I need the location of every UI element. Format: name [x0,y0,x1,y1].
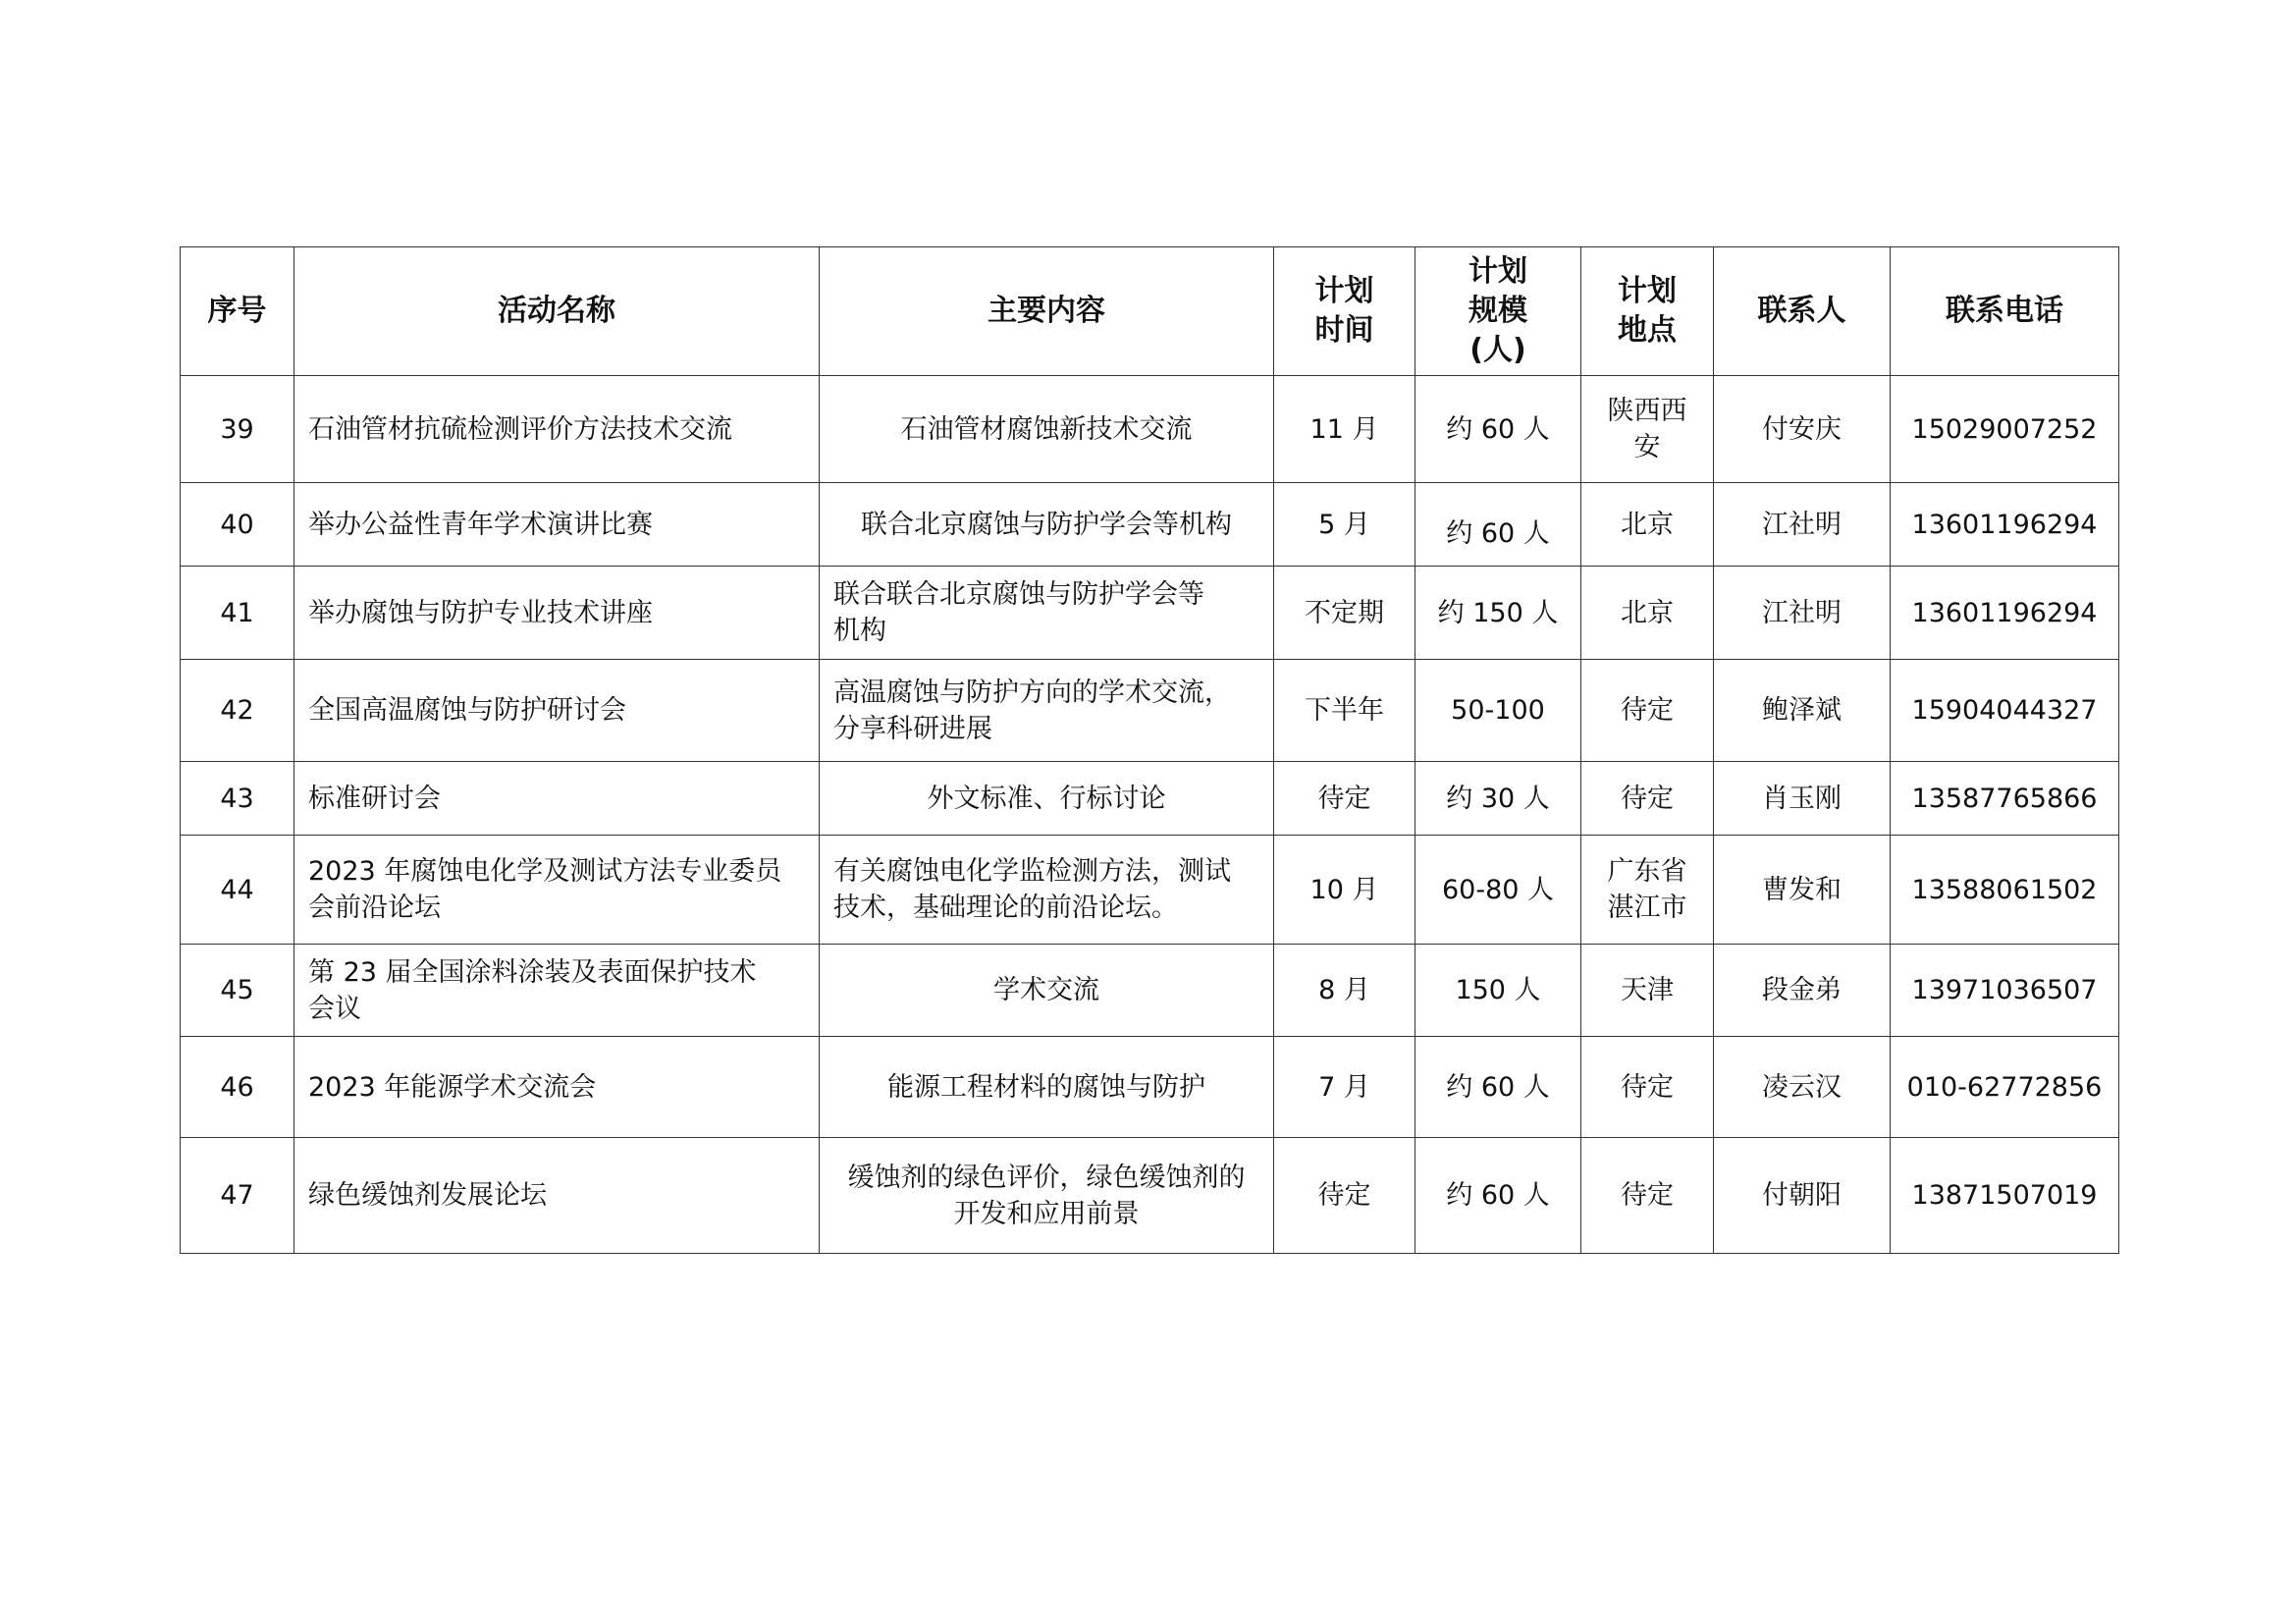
cell-planned-time: 5 月 [1274,483,1415,567]
header-contact-phone: 联系电话 [1891,247,2119,376]
cell-contact-person: 付安庆 [1714,376,1891,483]
header-seq: 序号 [181,247,294,376]
table-row [181,1037,2119,1138]
cell-activity-name: 举办腐蚀与防护专业技术讲座 [294,567,820,660]
cell-planned-scale: 约 60 人 [1415,483,1581,567]
cell-activity-name: 标准研讨会 [294,762,820,836]
cell-contact-phone: 13601196294 [1891,483,2119,567]
cell-contact-person: 江社明 [1714,483,1891,567]
cell-planned-scale: 约 60 人 [1415,376,1581,483]
header-planned-place: 计划 地点 [1581,247,1714,376]
table-row [181,762,2119,836]
cell-contact-person: 付朝阳 [1714,1138,1891,1254]
cell-planned-place: 北京 [1581,483,1714,567]
header-main-content: 主要内容 [820,247,1274,376]
header-planned-scale: 计划 规模 (人) [1415,247,1581,376]
table-row [181,567,2119,660]
cell-planned-time: 7 月 [1274,1037,1415,1138]
cell-planned-scale: 约 60 人 [1415,1138,1581,1254]
cell-planned-place: 待定 [1581,660,1714,762]
cell-contact-phone: 13971036507 [1891,945,2119,1037]
cell-seq: 45 [181,945,294,1037]
cell-seq: 46 [181,1037,294,1138]
activity-plan-table [180,246,2119,1254]
cell-contact-person: 段金弟 [1714,945,1891,1037]
cell-planned-time: 8 月 [1274,945,1415,1037]
cell-main-content: 联合联合北京腐蚀与防护学会等 机构 [820,567,1274,660]
cell-activity-name: 第 23 届全国涂料涂装及表面保护技术 会议 [294,945,820,1037]
cell-contact-person: 肖玉刚 [1714,762,1891,836]
cell-activity-name: 石油管材抗硫检测评价方法技术交流 [294,376,820,483]
cell-contact-person: 鲍泽斌 [1714,660,1891,762]
cell-planned-time: 11 月 [1274,376,1415,483]
cell-seq: 42 [181,660,294,762]
cell-activity-name: 绿色缓蚀剂发展论坛 [294,1138,820,1254]
cell-main-content: 联合北京腐蚀与防护学会等机构 [820,483,1274,567]
cell-contact-phone: 010-62772856 [1891,1037,2119,1138]
cell-contact-phone: 15029007252 [1891,376,2119,483]
cell-planned-place: 广东省 湛江市 [1581,836,1714,945]
cell-planned-scale: 约 60 人 [1415,1037,1581,1138]
header-activity-name: 活动名称 [294,247,820,376]
cell-activity-name: 全国高温腐蚀与防护研讨会 [294,660,820,762]
table-row [181,1138,2119,1254]
cell-seq: 39 [181,376,294,483]
cell-planned-time: 待定 [1274,762,1415,836]
header-planned-time: 计划 时间 [1274,247,1415,376]
table-header-row [181,247,2119,376]
cell-planned-time: 下半年 [1274,660,1415,762]
cell-planned-place: 天津 [1581,945,1714,1037]
cell-planned-place: 待定 [1581,1138,1714,1254]
cell-activity-name: 举办公益性青年学术演讲比赛 [294,483,820,567]
cell-planned-scale: 约 150 人 [1415,567,1581,660]
cell-seq: 47 [181,1138,294,1254]
cell-main-content: 能源工程材料的腐蚀与防护 [820,1037,1274,1138]
cell-contact-person: 凌云汉 [1714,1037,1891,1138]
table-row [181,660,2119,762]
cell-contact-phone: 13587765866 [1891,762,2119,836]
cell-main-content: 高温腐蚀与防护方向的学术交流， 分享科研进展 [820,660,1274,762]
cell-main-content: 缓蚀剂的绿色评价，绿色缓蚀剂的 开发和应用前景 [820,1138,1274,1254]
cell-planned-time: 10 月 [1274,836,1415,945]
cell-seq: 40 [181,483,294,567]
cell-main-content: 石油管材腐蚀新技术交流 [820,376,1274,483]
cell-contact-phone: 13871507019 [1891,1138,2119,1254]
cell-contact-phone: 13601196294 [1891,567,2119,660]
cell-main-content: 学术交流 [820,945,1274,1037]
cell-contact-person: 曹发和 [1714,836,1891,945]
cell-planned-time: 待定 [1274,1138,1415,1254]
cell-planned-scale: 约 30 人 [1415,762,1581,836]
cell-seq: 41 [181,567,294,660]
table-row [181,376,2119,483]
table-row [181,836,2119,945]
header-contact-person: 联系人 [1714,247,1891,376]
cell-planned-scale: 60-80 人 [1415,836,1581,945]
cell-planned-time: 不定期 [1274,567,1415,660]
cell-planned-place: 待定 [1581,762,1714,836]
cell-seq: 43 [181,762,294,836]
cell-contact-phone: 13588061502 [1891,836,2119,945]
cell-main-content: 有关腐蚀电化学监检测方法，测试 技术，基础理论的前沿论坛。 [820,836,1274,945]
cell-activity-name: 2023 年腐蚀电化学及测试方法专业委员 会前沿论坛 [294,836,820,945]
cell-contact-phone: 15904044327 [1891,660,2119,762]
table-row [181,945,2119,1037]
cell-main-content: 外文标准、行标讨论 [820,762,1274,836]
cell-activity-name: 2023 年能源学术交流会 [294,1037,820,1138]
cell-contact-person: 江社明 [1714,567,1891,660]
cell-planned-place: 陕西西 安 [1581,376,1714,483]
cell-planned-scale: 50-100 [1415,660,1581,762]
cell-planned-place: 待定 [1581,1037,1714,1138]
cell-planned-scale: 150 人 [1415,945,1581,1037]
cell-planned-place: 北京 [1581,567,1714,660]
cell-seq: 44 [181,836,294,945]
table-row [181,483,2119,567]
